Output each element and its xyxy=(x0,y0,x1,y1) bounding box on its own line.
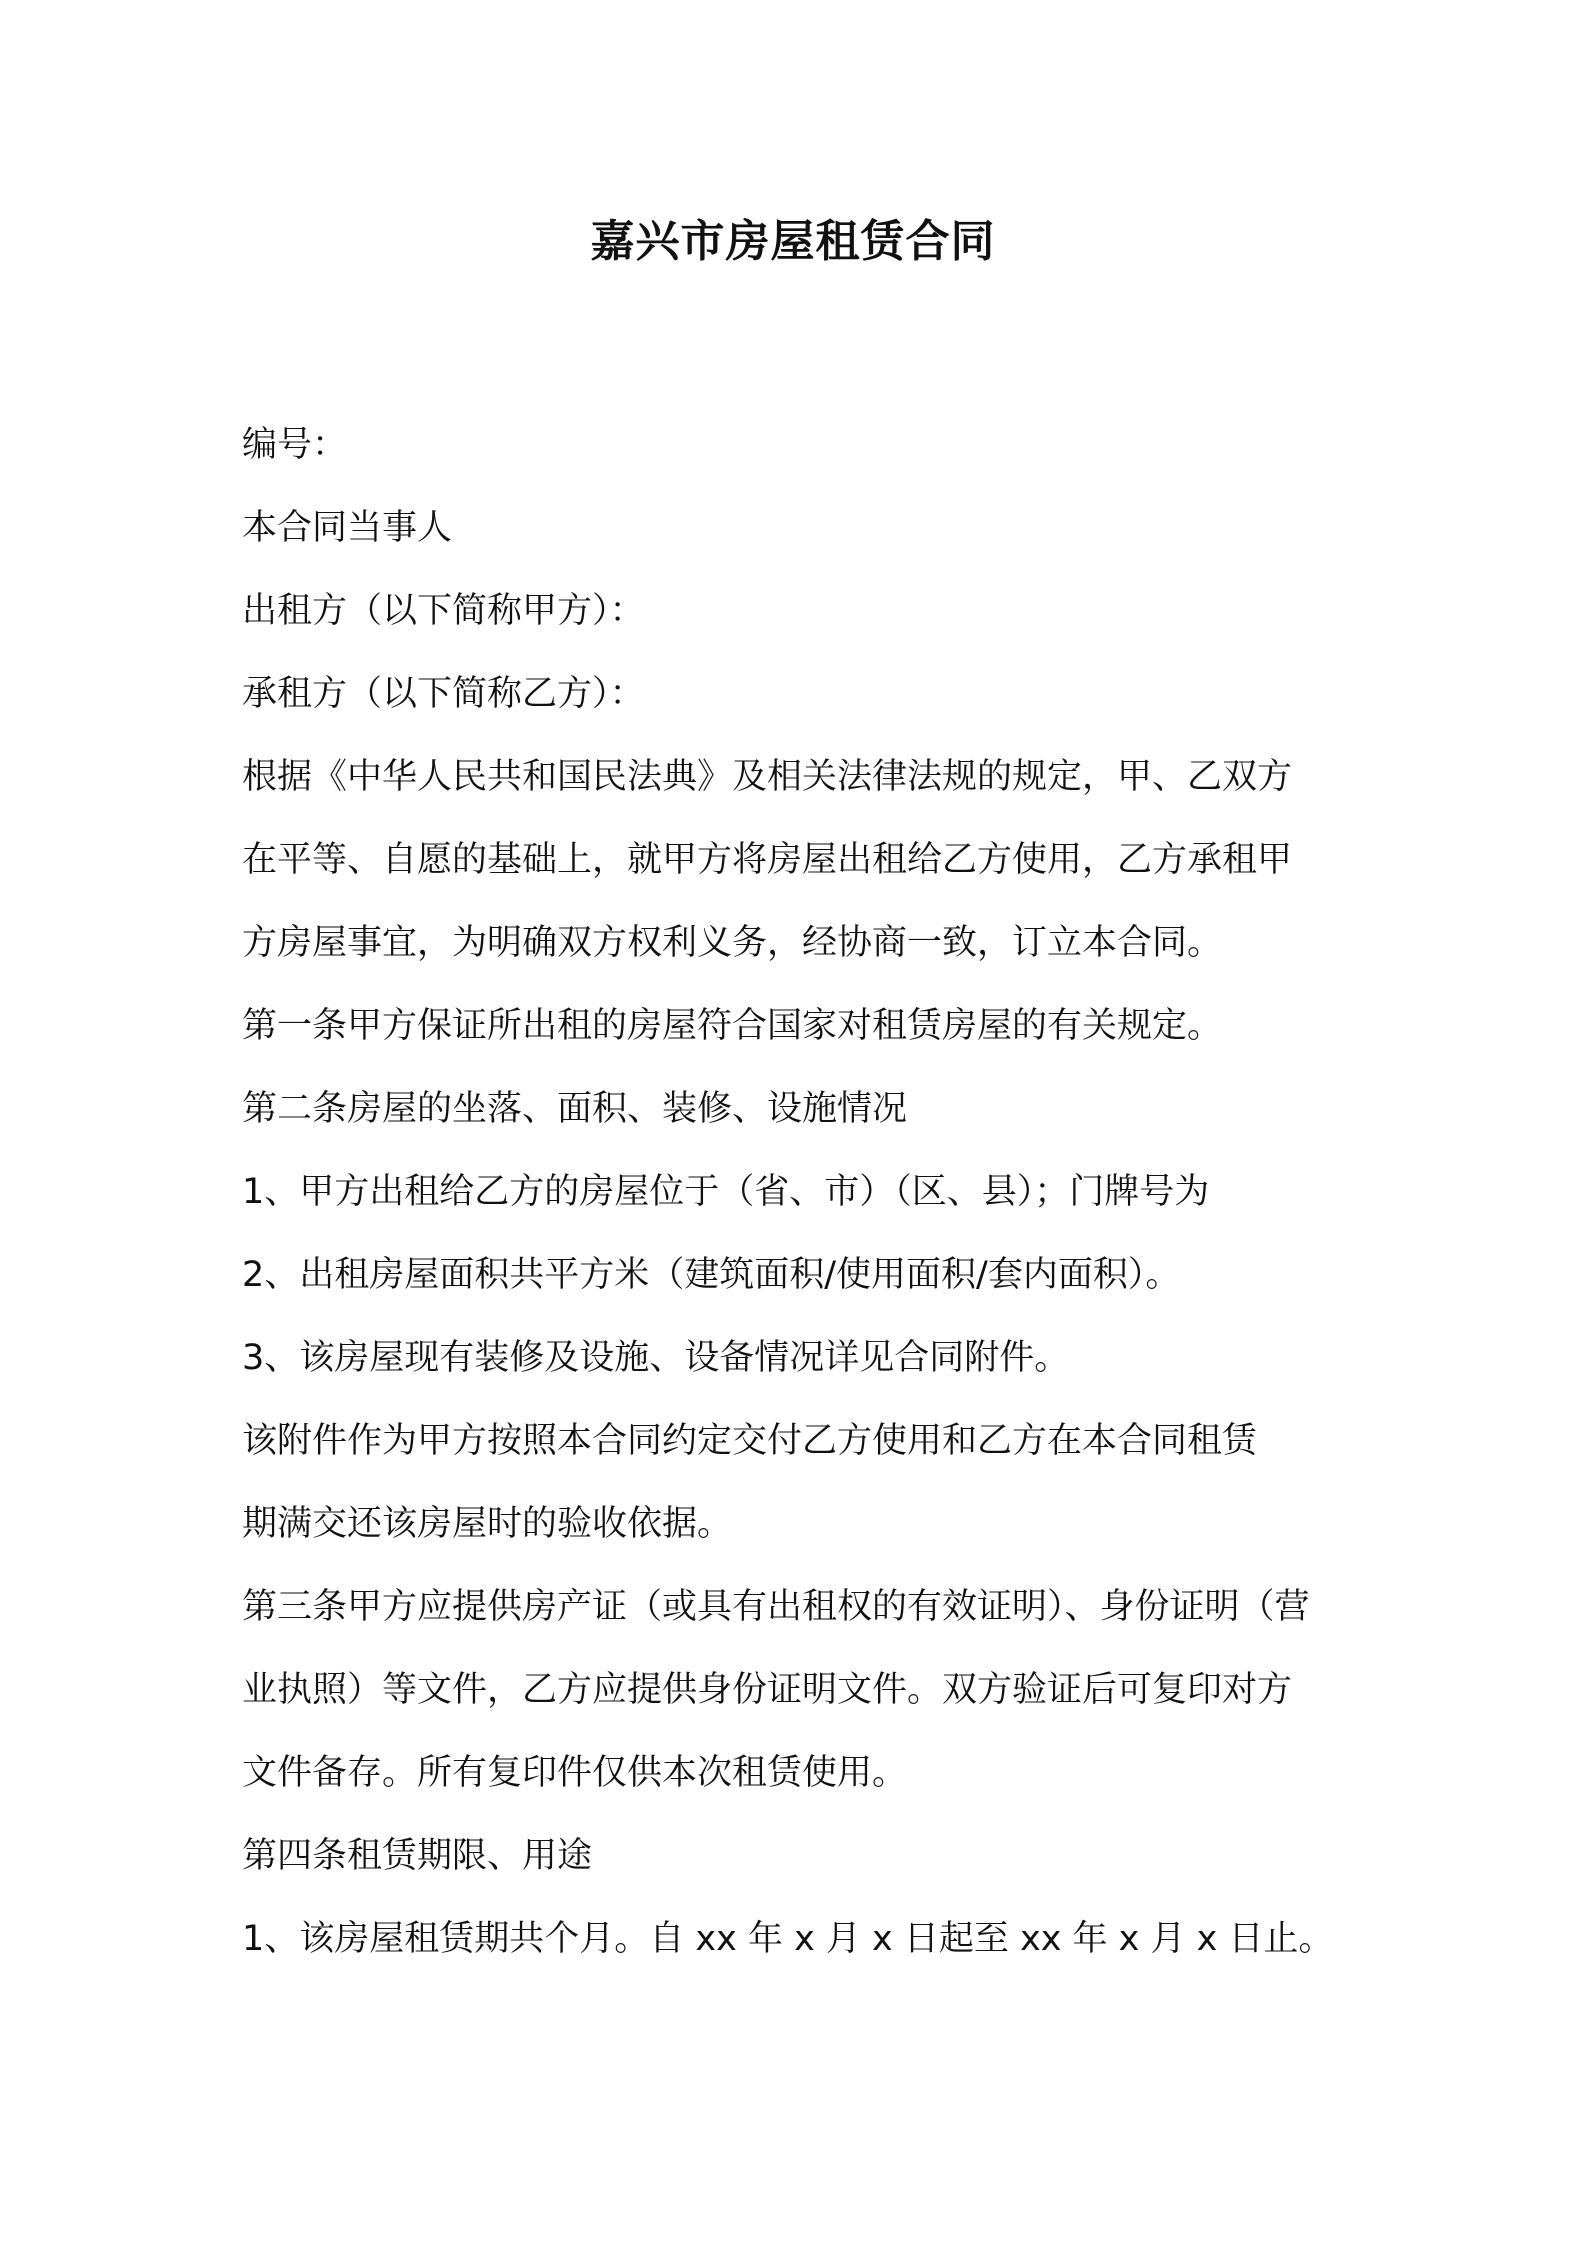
article-3-line-2: 业执照）等文件，乙方应提供身份证明文件。双方验证后可复印对方 xyxy=(242,1670,1293,1710)
article-3-line-3: 文件备存。所有复印件仅供本次租赁使用。 xyxy=(242,1753,908,1793)
article-3-line-1: 第三条甲方应提供房产证（或具有出租权的有效证明）、身份证明（营 xyxy=(242,1587,1310,1627)
article-1-line: 第一条甲方保证所出租的房屋符合国家对租赁房屋的有关规定。 xyxy=(242,1006,1223,1046)
contract-number-line: 编号： xyxy=(242,425,348,465)
attachment-line-1: 该附件作为甲方按照本合同约定交付乙方使用和乙方在本合同租赁 xyxy=(242,1421,1258,1461)
article-2-heading: 第二条房屋的坐落、面积、装修、设施情况 xyxy=(242,1089,908,1129)
article-2-item-1: 1、甲方出租给乙方的房屋位于（省、市）（区、县）；门牌号为 xyxy=(242,1172,1210,1212)
document-body xyxy=(242,404,1360,1981)
preamble-line-3: 方房屋事宜，为明确双方权利义务，经协商一致，订立本合同。 xyxy=(242,923,1223,963)
lessor-line: 出租方（以下简称甲方）： xyxy=(242,591,645,631)
lessee-line: 承租方（以下简称乙方）： xyxy=(242,674,645,714)
article-4-heading: 第四条租赁期限、用途 xyxy=(242,1836,593,1876)
article-2-item-3: 3、该房屋现有装修及设施、设备情况详见合同附件。 xyxy=(242,1338,1070,1378)
preamble-line-1: 根据《中华人民共和国民法典》及相关法律法规的规定，甲、乙双方 xyxy=(242,757,1293,797)
article-2-item-2: 2、出租房屋面积共平方米（建筑面积/使用面积/套内面积）。 xyxy=(242,1255,1181,1295)
parties-heading: 本合同当事人 xyxy=(242,508,453,548)
document-title: 嘉兴市房屋租赁合同 xyxy=(590,216,996,267)
preamble-line-2: 在平等、自愿的基础上，就甲方将房屋出租给乙方使用，乙方承租甲 xyxy=(242,840,1293,880)
attachment-line-2: 期满交还该房屋时的验收依据。 xyxy=(242,1504,733,1544)
article-4-item-1: 1、该房屋租赁期共个月。自 xx 年 x 月 x 日起至 xx 年 x 月 x 日止。 xyxy=(242,1919,1334,1959)
